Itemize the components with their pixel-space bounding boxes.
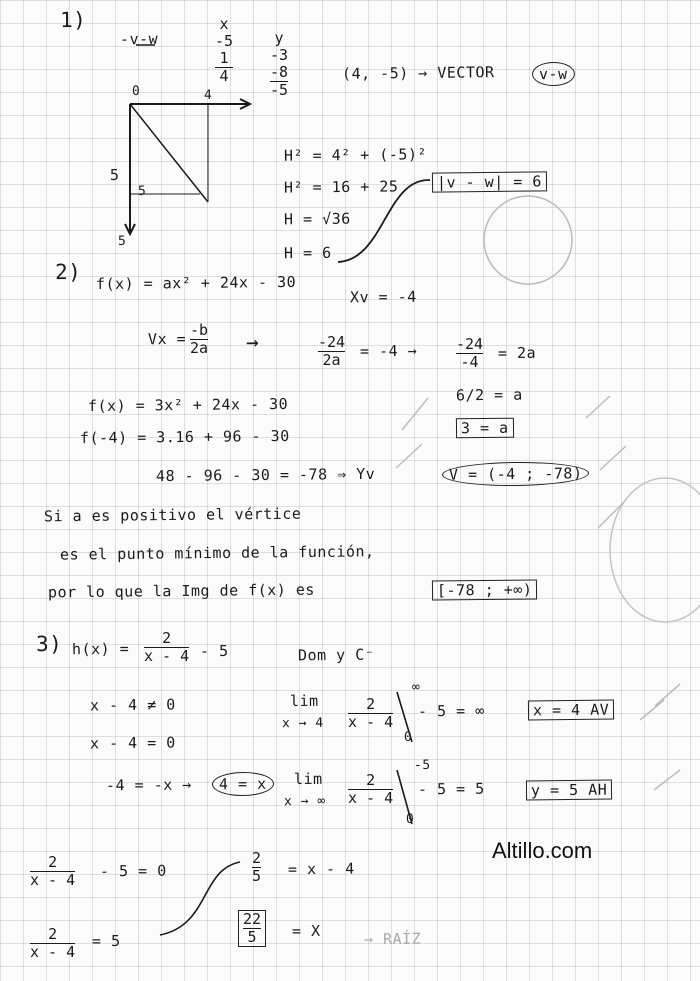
hyp-line-1: H² = 4² + (-5)² bbox=[283, 145, 428, 165]
axis-bottom-label: 5 bbox=[117, 233, 127, 250]
lim2-num: 2 bbox=[366, 771, 376, 789]
h-lhs: h(x) = bbox=[71, 639, 130, 659]
column-x-result: 4 bbox=[219, 67, 229, 85]
column-y-result: -5 bbox=[270, 81, 289, 99]
root-eq-2: = 5 bbox=[91, 931, 121, 951]
faint-ellipse bbox=[610, 478, 700, 622]
column-y bbox=[270, 30, 288, 99]
root-frac2-num: 2 bbox=[48, 925, 58, 943]
column-x-a: -5 bbox=[215, 32, 234, 50]
step2-den: -4 bbox=[460, 353, 479, 371]
eq-line: x - 4 = 0 bbox=[89, 733, 176, 753]
lim1-rest: - 5 = ∞ bbox=[417, 701, 485, 721]
axis-y-label: 5 bbox=[109, 165, 120, 185]
column-y-b: -8 bbox=[270, 63, 289, 81]
a-solve: 6/2 = a bbox=[455, 385, 523, 405]
root-eq-1: - 5 = 0 bbox=[99, 861, 167, 881]
lim2-fraction bbox=[348, 772, 393, 807]
neq-line: x - 4 ≠ 0 bbox=[89, 695, 176, 715]
problem-2-number: 2) bbox=[54, 259, 82, 285]
column-y-head: y bbox=[274, 29, 284, 47]
vector-label: -v-w bbox=[119, 29, 159, 49]
vertex-x-given: Xv = -4 bbox=[349, 287, 417, 307]
lim1-den: x - 4 bbox=[348, 713, 394, 731]
column-x-head: x bbox=[219, 15, 229, 33]
xv-formula-lhs: Vx = bbox=[147, 329, 187, 349]
step1-fraction bbox=[318, 334, 345, 369]
axis-origin-label: 0 bbox=[131, 83, 141, 100]
h-fraction bbox=[144, 630, 189, 665]
horizontal-asymptote: y = 5 AH bbox=[526, 780, 612, 801]
step1-den: 2a bbox=[322, 351, 341, 369]
hyp-line-3: H = √36 bbox=[283, 209, 351, 229]
function-full: f(x) = 3x² + 24x - 30 bbox=[87, 394, 289, 416]
solve-circle: 4 = x bbox=[212, 772, 274, 797]
function-result: 48 - 96 - 30 = -78 ⇒ Yv bbox=[155, 464, 376, 486]
explanation-line-3: por lo que la Img de f(x) es bbox=[47, 580, 315, 602]
step1-rest: = -4 → bbox=[359, 341, 418, 361]
faint-circle bbox=[484, 196, 572, 284]
lim1-sub: x → 4 bbox=[281, 715, 324, 732]
h-den: x - 4 bbox=[144, 647, 190, 665]
root-step-num: 2 bbox=[252, 849, 262, 867]
step2-rest: = 2a bbox=[497, 343, 537, 363]
vertex-result: V = (-4 ; -78) bbox=[442, 461, 590, 487]
vector-result: (4, -5) → VECTOR bbox=[341, 63, 495, 83]
problem-1-number: 1) bbox=[59, 7, 87, 33]
norm-box: |v - w| = 6 bbox=[432, 171, 547, 192]
root-frac1-num: 2 bbox=[48, 853, 58, 871]
root-frac1-den: x - 4 bbox=[30, 871, 76, 889]
axis-x-label: 4 bbox=[203, 87, 213, 104]
function-definition: f(x) = ax² + 24x - 30 bbox=[95, 272, 297, 294]
lim2-label: lim bbox=[293, 769, 323, 789]
root-step-fraction bbox=[252, 850, 261, 885]
lim1-sup: ∞ bbox=[411, 679, 421, 696]
lim2-sub: x → ∞ bbox=[283, 793, 326, 810]
explanation-line-1: Si a es positivo el vértice bbox=[43, 504, 302, 526]
xv-formula-fraction bbox=[190, 322, 208, 357]
hyp-line-4: H = 6 bbox=[283, 243, 332, 263]
root-final-rest: = X bbox=[291, 921, 321, 941]
axis-mid-tick: 5 bbox=[137, 183, 147, 200]
root-fraction-1 bbox=[30, 854, 75, 889]
lim1-label: lim bbox=[289, 691, 319, 711]
watermark-brand: Altillo.com bbox=[492, 838, 593, 863]
root-arrow bbox=[160, 862, 240, 935]
root-frac2-den: x - 4 bbox=[30, 943, 76, 961]
a-value-box: 3 = a bbox=[456, 418, 514, 439]
hyp-line-2: H² = 16 + 25 bbox=[283, 177, 399, 197]
lim2-zero: 0 bbox=[405, 811, 415, 828]
step1-num: -24 bbox=[318, 333, 346, 351]
vector-result-circle: v-w bbox=[532, 62, 575, 86]
domain-label: Dom y C⁻ bbox=[297, 645, 375, 665]
lim1-num: 2 bbox=[366, 695, 376, 713]
explanation-line-2: es el punto mínimo de la función, bbox=[59, 542, 375, 564]
lim2-rest: - 5 = 5 bbox=[417, 779, 485, 799]
root-final-den: 5 bbox=[247, 928, 257, 946]
xv-den: 2a bbox=[190, 339, 209, 357]
root-final-fraction bbox=[238, 910, 266, 947]
root-step-den: 5 bbox=[252, 867, 262, 885]
root-step-rest: = x - 4 bbox=[287, 859, 355, 879]
function-eval: f(-4) = 3.16 + 96 - 30 bbox=[79, 426, 290, 448]
h-num: 2 bbox=[162, 629, 172, 647]
solve-line: -4 = -x → bbox=[105, 775, 192, 795]
problem-3-number: 3) bbox=[35, 631, 63, 657]
root-fraction-2 bbox=[30, 926, 75, 961]
column-y-a: -3 bbox=[270, 46, 289, 64]
step2-fraction bbox=[456, 336, 483, 371]
image-range: [-78 ; +∞) bbox=[432, 579, 538, 600]
step2-num: -24 bbox=[456, 335, 484, 353]
h-rest: - 5 bbox=[199, 641, 229, 661]
xv-num: -b bbox=[190, 321, 209, 339]
vertical-asymptote: x = 4 AV bbox=[528, 700, 614, 721]
lim2-sup: -5 bbox=[413, 757, 431, 774]
column-x-b: 1 bbox=[219, 49, 229, 67]
column-x bbox=[215, 16, 233, 85]
lim2-den: x - 4 bbox=[348, 789, 394, 807]
root-final-num: 22 bbox=[243, 910, 262, 928]
lim1-zero: 0 bbox=[403, 729, 413, 746]
implies-arrow: → bbox=[245, 329, 260, 355]
root-label: → RAÍZ bbox=[363, 929, 422, 949]
lim1-fraction bbox=[348, 696, 393, 731]
